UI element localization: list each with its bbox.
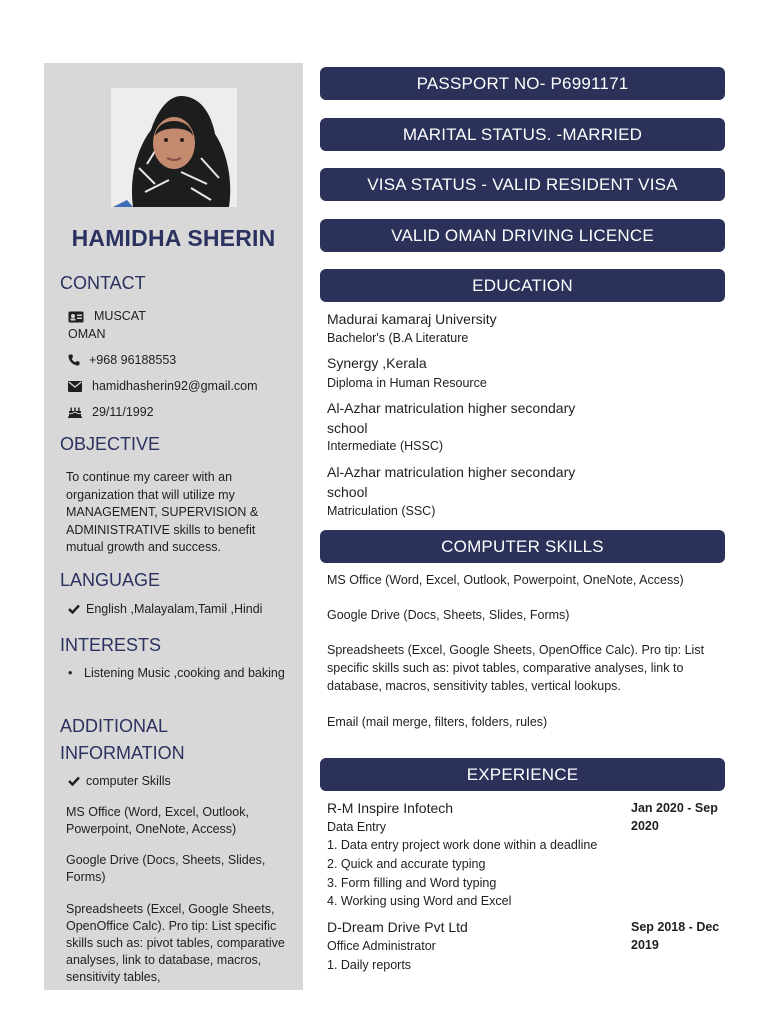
- profile-photo: [111, 88, 237, 207]
- id-card-icon: [68, 310, 84, 324]
- experience-heading: EXPERIENCE: [320, 758, 725, 791]
- education-degree-4: Matriculation (SSC): [327, 504, 436, 518]
- interests-heading: INTERESTS: [60, 635, 162, 655]
- envelope-icon: [67, 379, 83, 393]
- job-duty-1-4: 4. Working using Word and Excel: [327, 894, 512, 908]
- contact-email[interactable]: hamidhasherin92@gmail.com: [92, 379, 258, 393]
- visa-status-banner: VISA STATUS - VALID RESIDENT VISA: [320, 168, 725, 201]
- job-company-2: D-Dream Drive Pvt Ltd: [327, 919, 468, 935]
- additional-heading-line1: ADDITIONAL: [60, 716, 169, 736]
- additional-heading-line2: INFORMATION: [60, 743, 185, 763]
- job-duty-1-3: 3. Form filling and Word typing: [327, 876, 497, 890]
- interests-text: Listening Music ,cooking and baking: [84, 666, 285, 680]
- contact-dob: 29/11/1992: [92, 405, 154, 419]
- marital-status-banner: MARITAL STATUS. -MARRIED: [320, 118, 725, 151]
- contact-heading: CONTACT: [60, 273, 146, 293]
- language-heading: LANGUAGE: [60, 570, 161, 590]
- contact-phone: +968 96188553: [89, 353, 177, 367]
- education-heading: EDUCATION: [320, 269, 725, 302]
- education-institution-4: Al-Azhar matriculation higher secondary school: [327, 464, 576, 500]
- education-degree-1: Bachelor's (B.A Literature: [327, 331, 469, 345]
- birthday-cake-icon: [67, 404, 83, 418]
- education-degree-2: Diploma in Human Resource: [327, 376, 487, 390]
- job-role-2: Office Administrator: [327, 939, 436, 953]
- bullet-icon: •: [68, 666, 73, 680]
- contact-country: OMAN: [68, 327, 106, 341]
- job-duty-2-1: 1. Daily reports: [327, 958, 412, 972]
- sidebar: [44, 63, 303, 990]
- additional-check-item: computer Skills: [86, 774, 171, 788]
- checkmark-icon: [66, 774, 82, 788]
- job-company-1: R-M Inspire Infotech: [327, 800, 454, 816]
- skill-email: Email (mail merge, filters, folders, rules): [327, 715, 548, 729]
- language-list: English ,Malayalam,Tamil ,Hindi: [86, 602, 263, 616]
- additional-google-drive: Google Drive (Docs, Sheets, Slides, Forms): [66, 853, 266, 884]
- education-institution-3: Al-Azhar matriculation higher secondary school: [327, 400, 576, 436]
- driving-licence-banner: VALID OMAN DRIVING LICENCE: [320, 219, 725, 252]
- computer-skills-heading: COMPUTER SKILLS: [320, 530, 725, 563]
- objective-heading: OBJECTIVE: [60, 434, 161, 454]
- checkmark-icon: [66, 602, 82, 616]
- education-institution-2: Synergy ,Kerala: [327, 355, 427, 371]
- contact-city: MUSCAT: [94, 309, 146, 323]
- job-duty-1-1: 1. Data entry project work done within a deadline: [327, 838, 598, 852]
- job-duty-1-2: 2. Quick and accurate typing: [327, 857, 486, 871]
- candidate-name: HAMIDHA SHERIN: [71, 225, 276, 251]
- skill-google-drive: Google Drive (Docs, Sheets, Slides, Forms): [327, 608, 570, 622]
- passport-banner: PASSPORT NO- P6991171: [320, 67, 725, 100]
- skill-spreadsheets: Spreadsheets (Excel, Google Sheets, OpenOffice Calc). Pro tip: List specific skills such as: pivot tables, comparative analyses, link to database, macros, sensitivity tables, vertical lookups.: [327, 643, 705, 693]
- objective-text: To continue my career with an organization that will utilize my MANAGEMENT, SUPERVISION & ADMINISTRATIVE skills to benefit mutual growth and success.: [66, 470, 259, 554]
- education-institution-1: Madurai kamaraj University: [327, 311, 497, 327]
- phone-icon: [66, 353, 82, 367]
- job-dates-2: Sep 2018 - Dec 2019: [631, 920, 720, 952]
- skill-ms-office: MS Office (Word, Excel, Outlook, Powerpoint, OneNote, Access): [327, 573, 684, 587]
- job-dates-1: Jan 2020 - Sep 2020: [631, 801, 718, 833]
- education-degree-3: Intermediate (HSSC): [327, 439, 444, 453]
- additional-ms-office: MS Office (Word, Excel, Outlook, Powerpoint, OneNote, Access): [66, 805, 249, 836]
- job-role-1: Data Entry: [327, 820, 387, 834]
- additional-spreadsheets: Spreadsheets (Excel, Google Sheets, OpenOffice Calc). Pro tip: List specific skills such as: pivot tables, comparative analyses, link to database, macros, sensitivity tables,: [66, 902, 285, 984]
